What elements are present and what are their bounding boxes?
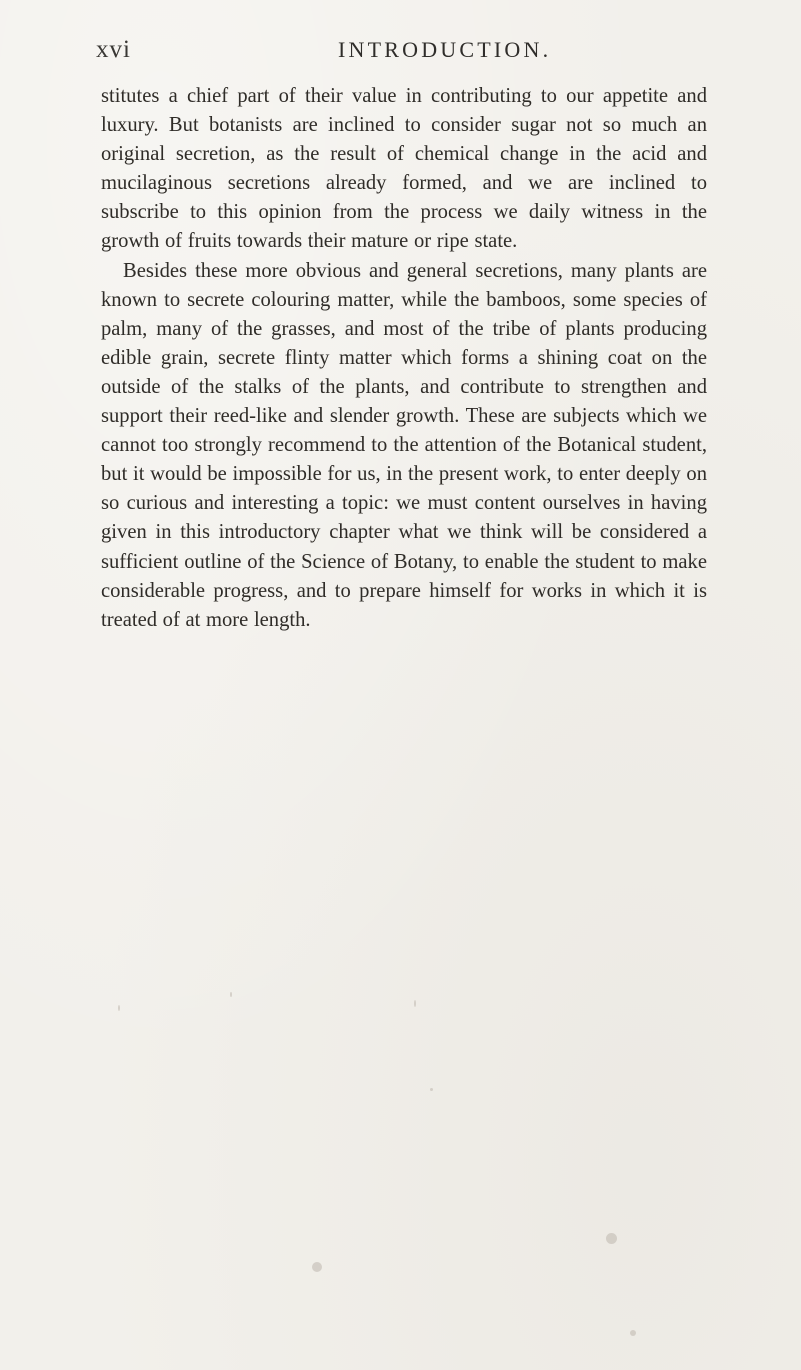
paper-speck [230,992,232,997]
paper-speck [414,1000,416,1007]
page-header [96,36,716,72]
page-number: xvi [96,36,131,63]
paper-speck [630,1330,636,1336]
paper-speck [118,1005,120,1011]
paragraph-continued: stitutes a chief part of their value in contributing to our appetite and luxury. But botanists are inclined to consider sugar not so much an original secretion, as the result of chemical change in the acid and mucilaginous secretions already formed, and we are inclined to subscribe to this opinion from the process we daily witness in the growth of fruits towards their mature or ripe state. [101,85,707,253]
paper-blemish [312,1262,322,1272]
running-head: INTRODUCTION. [338,37,552,62]
paper-blemish [606,1233,617,1244]
paper-speck [430,1088,433,1091]
paragraph: Besides these more obvious and general secretions, many plants are known to secrete colouring matter, while the bamboos, some species of palm, many of the grasses, and most of the tribe of plants producing edible grain, secrete flinty matter which forms a shining coat on the outside of the stalks of the plants, and contribute to strengthen and support their reed-like and slender growth. These are subjects which we cannot too strongly recommend to the attention of the Botanical student, but it would be impossible for us, in the present work, to enter deeply on so curious and interesting a topic: we must content ourselves in having given in this introductory chapter what we think will be considered a sufficient outline of the Science of Botany, to enable the student to make considerable progress, and to prepare himself for works in which it is treated of at more length. [101,259,707,631]
body-text [101,82,707,635]
